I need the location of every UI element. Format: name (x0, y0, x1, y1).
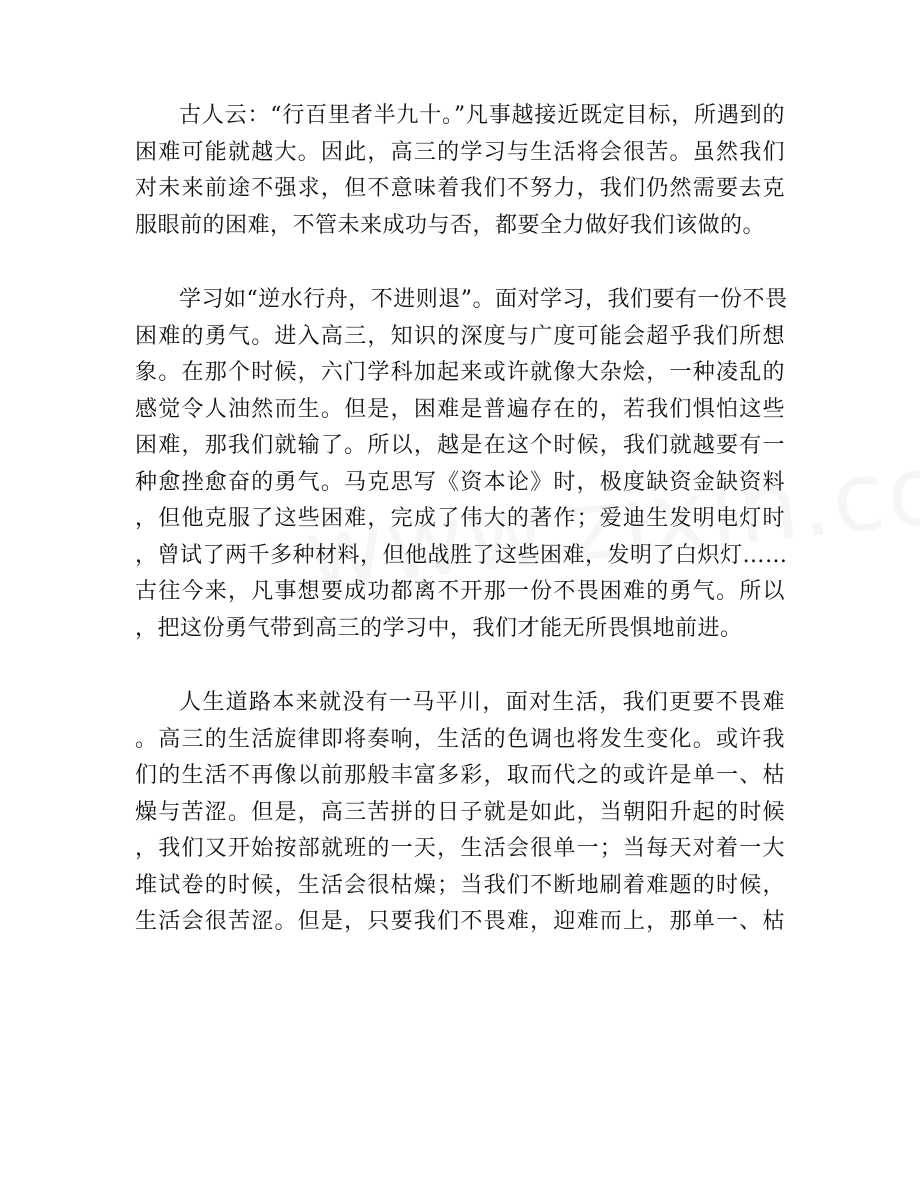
paragraph-2 (135, 282, 788, 647)
paragraph-line: 们的生活不再像以前那般丰富多彩，取而代之的或许是单一、枯 (135, 763, 785, 788)
paragraph-line: 对未来前途不强求，但不意味着我们不努力，我们仍然需要去克 (135, 176, 785, 201)
paragraph-line: 象。在那个时候，六门学科加起来或许就像大杂烩，一种凌乱的 (135, 360, 785, 385)
paragraph-line: ，我们又开始按部就班的一天，生活会很单一；当每天对着一大 (135, 836, 785, 861)
paragraph-line: ，把这份勇气带到高三的学习中，我们才能无所畏惧地前进。 (135, 615, 743, 641)
paragraph-line: 堆试卷的时候，生活会很枯燥；当我们不断地刷着难题的时候， (135, 872, 785, 898)
paragraph-line: ，曾试了两千多种材料，但他战胜了这些困难，发明了白炽灯…… (135, 542, 788, 568)
paragraph-line: 学习如“逆水行舟，不进则退”。面对学习，我们要有一份不畏 (179, 287, 788, 312)
paragraph-line: 生活会很苦涩。但是，只要我们不畏难，迎难而上，那单一、枯 (135, 909, 785, 934)
paragraph-line: 燥与苦涩。但是，高三苦拼的日子就是如此，当朝阳升起的时候 (135, 799, 785, 825)
paragraph-3 (135, 685, 785, 941)
paragraph-line: 感觉令人油然而生。但是，困难是普遍存在的，若我们惧怕这些 (135, 396, 785, 422)
paragraph-line: 种愈挫愈奋的勇气。马克思写《资本论》时，极度缺资金缺资料 (135, 469, 785, 495)
paragraph-line: 困难的勇气。进入高三，知识的深度与广度可能会超乎我们所想 (135, 323, 785, 349)
paragraph-line: 古往今来，凡事想要成功都离不开那一份不畏困难的勇气。所以 (135, 579, 785, 604)
paragraph-line: 人生道路本来就没有一马平川，面对生活，我们更要不畏难 (179, 690, 785, 715)
paragraph-line: ，但他克服了这些困难，完成了伟大的著作；爱迪生发明电灯时 (135, 506, 785, 531)
paragraph-line: 困难可能就越大。因此，高三的学习与生活将会很苦。虽然我们 (135, 139, 785, 165)
paragraph-line: 。高三的生活旋律即将奏响，生活的色调也将发生变化。或许我 (135, 726, 785, 752)
paragraph-1 (135, 98, 785, 244)
paragraph-line: 服眼前的困难，不管未来成功与否，都要全力做好我们该做的。 (135, 212, 766, 238)
paragraph-line: 古人云：“行百里者半九十。”凡事越接近既定目标，所遇到的 (179, 103, 785, 128)
document-body (135, 98, 788, 979)
paragraph-line: 困难，那我们就输了。所以，越是在这个时候，我们就越要有一 (135, 433, 785, 458)
